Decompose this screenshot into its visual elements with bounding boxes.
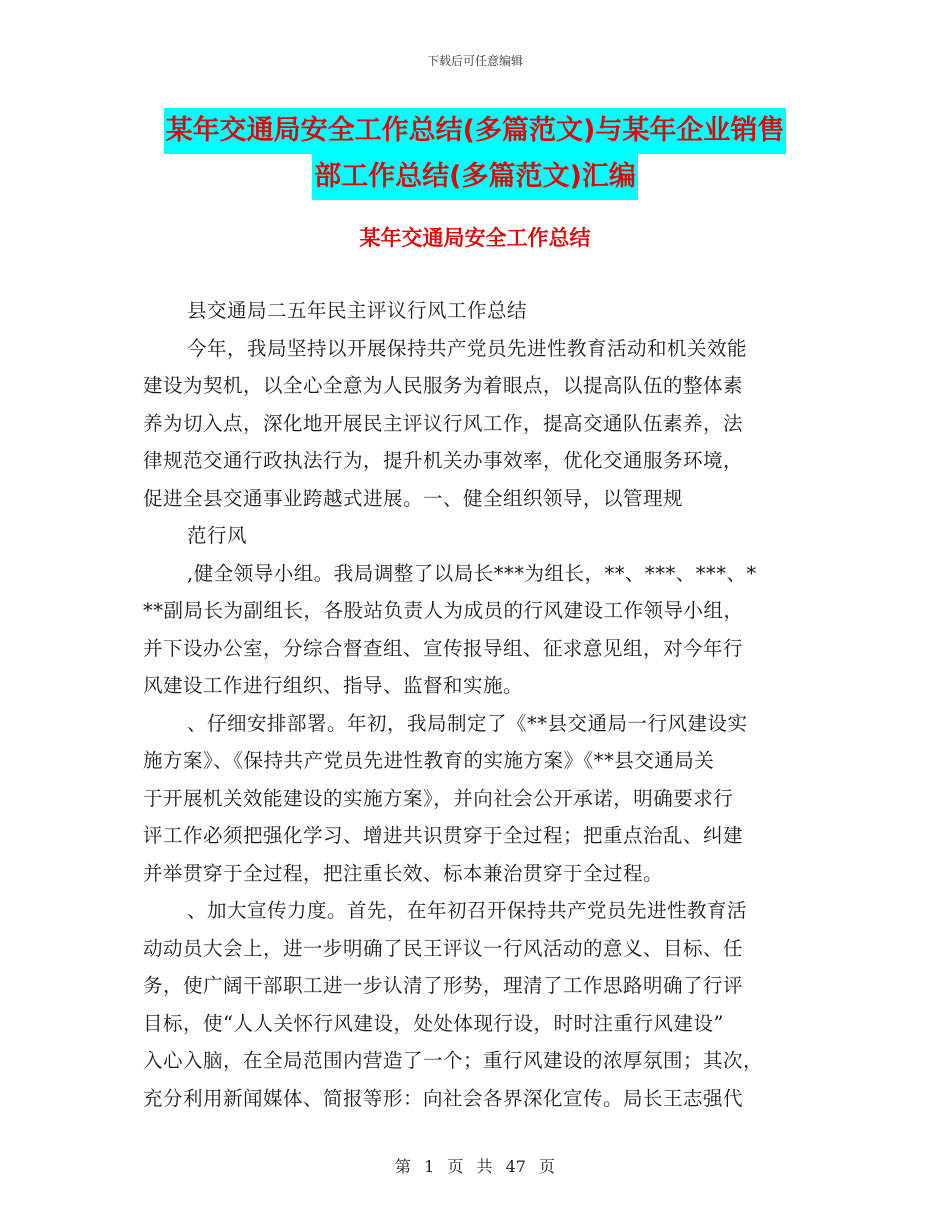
footer-total-pages: 47	[505, 1157, 526, 1176]
body-line: 并下设办公室，分综合督查组、宣传报导组、征求意见组，对今年行	[143, 636, 744, 660]
body-line: 充分利用新闻媒体、简报等形：向社会各界深化宣传。局长王志强代	[143, 1086, 744, 1110]
footer-page-word: 页	[447, 1157, 464, 1176]
body-line: 并举贯穿于全过程，把注重长效、标本兼治贯穿于全过程。	[143, 861, 664, 885]
body-line: **副局长为副组长，各股站负责人为成员的行风建设工作领导小组，	[143, 599, 744, 622]
footer-page-number: 1	[424, 1157, 435, 1176]
footer-total-word: 共	[476, 1157, 493, 1176]
body-line: 动动员大会上，进一步明确了民王评议一行风活动的意义、目标、任	[143, 936, 744, 960]
title-line-2: 部工作总结(多篇范文)汇编	[312, 154, 638, 200]
body-line: 于开展机关效能建设的实施方案》，并向社会公开承诺，明确要求行	[143, 786, 734, 810]
body-line: 范行风	[187, 524, 248, 547]
body-line: 、加大宣传力度。首先，在年初召开保持共产党员先进性教育活	[187, 899, 748, 922]
body-line: 养为切入点，深化地开展民主评议行风工作，提高交通队伍素养，法	[143, 411, 744, 435]
body-line: 评工作必须把强化学习、增进共识贯穿于全过程；把重点治乱、纠建	[143, 824, 744, 847]
section-title: 某年交通局安全工作总结	[359, 226, 591, 250]
title-line-1: 某年交通局安全工作总结(多篇范文)与某年企业销售	[164, 108, 787, 154]
body-line: 入心入脑，在全局范围内营造了一个；重行风建设的浓厚氛围；其次，	[143, 1049, 764, 1072]
header-note: 下载后可任意编辑	[426, 54, 523, 68]
body-line: 律规范交通行政执法行为，提升机关办事效率，优化交通服务环境，	[143, 449, 744, 472]
body-line: 今年，我局坚持以开展保持共产党员先进性教育活动和机关效能	[187, 336, 748, 360]
footer-suffix: 页	[539, 1157, 556, 1176]
body-line: 县交通局二五年民主评议行风工作总结	[187, 299, 528, 322]
body-line: 务，使广阔干部职工进一步认清了形势，理清了工作思路明确了行评	[143, 974, 744, 997]
body-line: 促进全县交通事业跨越式进展。一、健全组织领导，以管理规	[143, 486, 684, 510]
body-line: 建设为契机，以全心全意为人民服务为着眼点，以提高队伍的整体素	[143, 374, 744, 397]
body-line: ,健全领导小组。我局调整了以局长***为组长，**、***、***、*	[187, 561, 757, 585]
body-line: 、仔细安排部署。年初，我局制定了《**县交通局一行风建设实	[187, 711, 748, 735]
document-body	[143, 292, 808, 1117]
page-footer	[0, 1154, 950, 1177]
body-line: 目标，使“人人关怀行风建设，处处体现行设，时时注重行风建设”	[143, 1011, 724, 1035]
body-line: 风建设工作进行组织、指导、监督和实施。	[143, 674, 524, 697]
document-title	[130, 108, 820, 200]
footer-prefix: 第	[394, 1157, 411, 1176]
body-line: 施方案》、《保持共产党员先进性教育的实施方案》《**县交通局关	[143, 749, 715, 772]
